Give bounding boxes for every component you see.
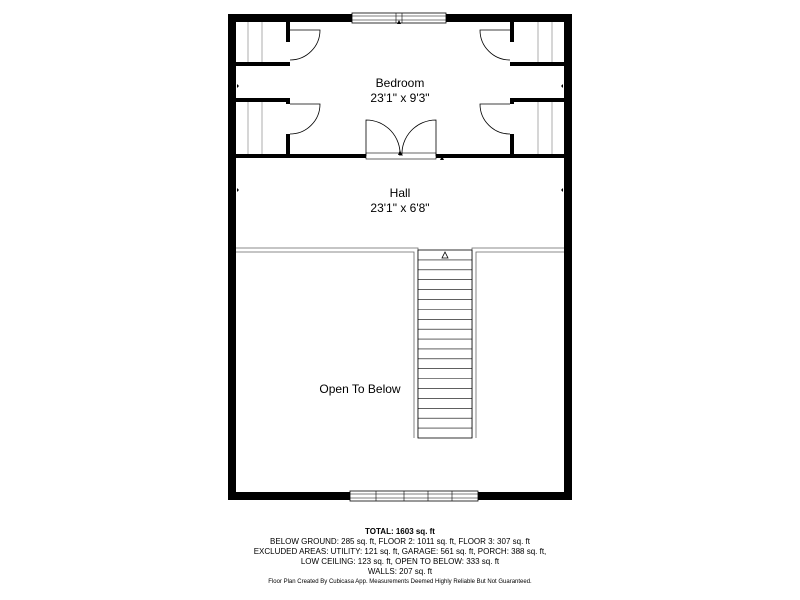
wall-left — [228, 14, 236, 500]
closet-door-left-top — [290, 30, 320, 60]
closet-right-shelves — [538, 22, 552, 154]
area-summary — [0, 527, 800, 577]
closet-door-left-bottom — [290, 104, 320, 134]
disclaimer: Floor Plan Created By Cubicasa App. Measurements Deemed Highly Reliable But Not Guaranteed. — [268, 579, 532, 585]
open-to-below-name: Open To Below — [319, 382, 401, 396]
staircase-outline — [418, 250, 472, 438]
closet-door-right-bottom — [480, 104, 510, 134]
area-line-4: WALLS: 207 sq. ft — [367, 567, 433, 576]
hall-dimensions: 23'1" x 6'8" — [370, 201, 430, 215]
area-line-1: BELOW GROUND: 285 sq. ft, FLOOR 2: 1011 sq. ft, FLOOR 3: 307 sq. ft — [270, 537, 530, 546]
bedroom-dimensions: 23'1" x 9'3" — [370, 91, 430, 105]
window-top — [352, 13, 446, 24]
bedroom-name: Bedroom — [375, 76, 425, 90]
closet-left-shelves — [248, 22, 262, 154]
staircase — [418, 250, 472, 438]
area-line-3: LOW CEILING: 123 sq. ft, OPEN TO BELOW: 333 sq. ft — [300, 557, 500, 566]
hall-label — [340, 186, 460, 216]
area-line-2: EXCLUDED AREAS: UTILITY: 121 sq. ft, GARAGE: 561 sq. ft, PORCH: 388 sq. ft, — [253, 547, 547, 556]
total-area: TOTAL: 1603 sq. ft — [365, 527, 435, 536]
bedroom-double-door — [366, 120, 436, 159]
wall-right — [564, 14, 572, 500]
closets-right — [510, 22, 564, 154]
railing — [236, 248, 564, 438]
open-to-below-label — [300, 382, 420, 397]
closet-door-right-top — [480, 30, 510, 60]
closets-left — [236, 22, 290, 154]
hall-name: Hall — [389, 186, 411, 200]
bedroom-label — [340, 76, 460, 106]
window-bottom — [350, 491, 478, 501]
